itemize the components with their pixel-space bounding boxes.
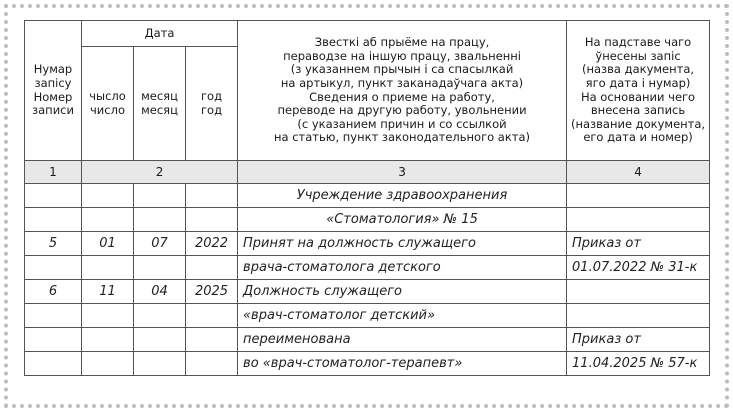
basis-cell: Приказ от — [567, 328, 710, 352]
record-number-cell: 6 — [25, 280, 82, 304]
year-cell — [186, 256, 238, 280]
day-cell — [82, 184, 134, 208]
year-cell: 2022 — [186, 232, 238, 256]
table-row — [25, 256, 710, 280]
column-number: 4 — [567, 161, 710, 184]
day-cell: 01 — [82, 232, 134, 256]
day-cell — [82, 304, 134, 328]
record-number-cell — [25, 184, 82, 208]
column-number: 2 — [82, 161, 238, 184]
record-info-cell: врача-стоматолога детского — [238, 256, 567, 280]
year-cell — [186, 352, 238, 376]
record-number-cell — [25, 304, 82, 328]
day-header: чысло число — [82, 47, 134, 161]
month-cell — [134, 208, 186, 232]
record-info-header: Звесткі аб прыёме на працу, пераводзе на іншую працу, звальненні (з указаннем прычын і са спасылкай на артыкул, пункт заканадаўчага акта) Сведения о приеме на работу, переводе на другую работу, увольнении (с указанием причин и со ссылкой на статью, пункт законодательного акта) — [238, 21, 567, 161]
month-cell — [134, 352, 186, 376]
day-cell — [82, 208, 134, 232]
month-header: месяц месяц — [134, 47, 186, 161]
month-cell — [134, 184, 186, 208]
column-number: 3 — [238, 161, 567, 184]
basis-cell — [567, 280, 710, 304]
day-cell: 11 — [82, 280, 134, 304]
record-info-cell: переименована — [238, 328, 567, 352]
basis-cell — [567, 208, 710, 232]
record-number-cell — [25, 328, 82, 352]
table-row — [25, 232, 710, 256]
table-row — [25, 304, 710, 328]
day-cell — [82, 352, 134, 376]
year-cell: 2025 — [186, 280, 238, 304]
date-header: Дата — [82, 21, 238, 47]
column-number-row — [25, 161, 710, 184]
employment-record-table — [24, 20, 710, 376]
table-row — [25, 328, 710, 352]
record-number-cell — [25, 352, 82, 376]
record-info-cell: во «врач-стоматолог-терапевт» — [238, 352, 567, 376]
year-header: год год — [186, 47, 238, 161]
record-info-cell: «Стоматология» № 15 — [238, 208, 567, 232]
month-cell: 04 — [134, 280, 186, 304]
column-number: 1 — [25, 161, 82, 184]
basis-cell: Приказ от — [567, 232, 710, 256]
basis-cell — [567, 184, 710, 208]
record-number-cell: 5 — [25, 232, 82, 256]
month-cell — [134, 256, 186, 280]
basis-cell: 01.07.2022 № 31-к — [567, 256, 710, 280]
day-cell — [82, 328, 134, 352]
table-row — [25, 352, 710, 376]
record-info-cell: Учреждение здравоохранения — [238, 184, 567, 208]
basis-cell — [567, 304, 710, 328]
day-cell — [82, 256, 134, 280]
year-cell — [186, 304, 238, 328]
month-cell — [134, 304, 186, 328]
basis-header: На падставе чаго ўнесены запіс (назва дакумента, яго дата і нумар) На основании чего внесена запись (название документа, его дата и номер) — [567, 21, 710, 161]
table-row — [25, 184, 710, 208]
year-cell — [186, 328, 238, 352]
table-row — [25, 208, 710, 232]
record-info-cell: Должность служащего — [238, 280, 567, 304]
record-number-cell — [25, 208, 82, 232]
record-number-header: Нумар запісу Номер записи — [25, 21, 82, 161]
month-cell: 07 — [134, 232, 186, 256]
month-cell — [134, 328, 186, 352]
record-number-cell — [25, 256, 82, 280]
basis-cell: 11.04.2025 № 57-к — [567, 352, 710, 376]
year-cell — [186, 184, 238, 208]
table-row — [25, 280, 710, 304]
record-info-cell: Принят на должность служащего — [238, 232, 567, 256]
year-cell — [186, 208, 238, 232]
record-info-cell: «врач-стоматолог детский» — [238, 304, 567, 328]
